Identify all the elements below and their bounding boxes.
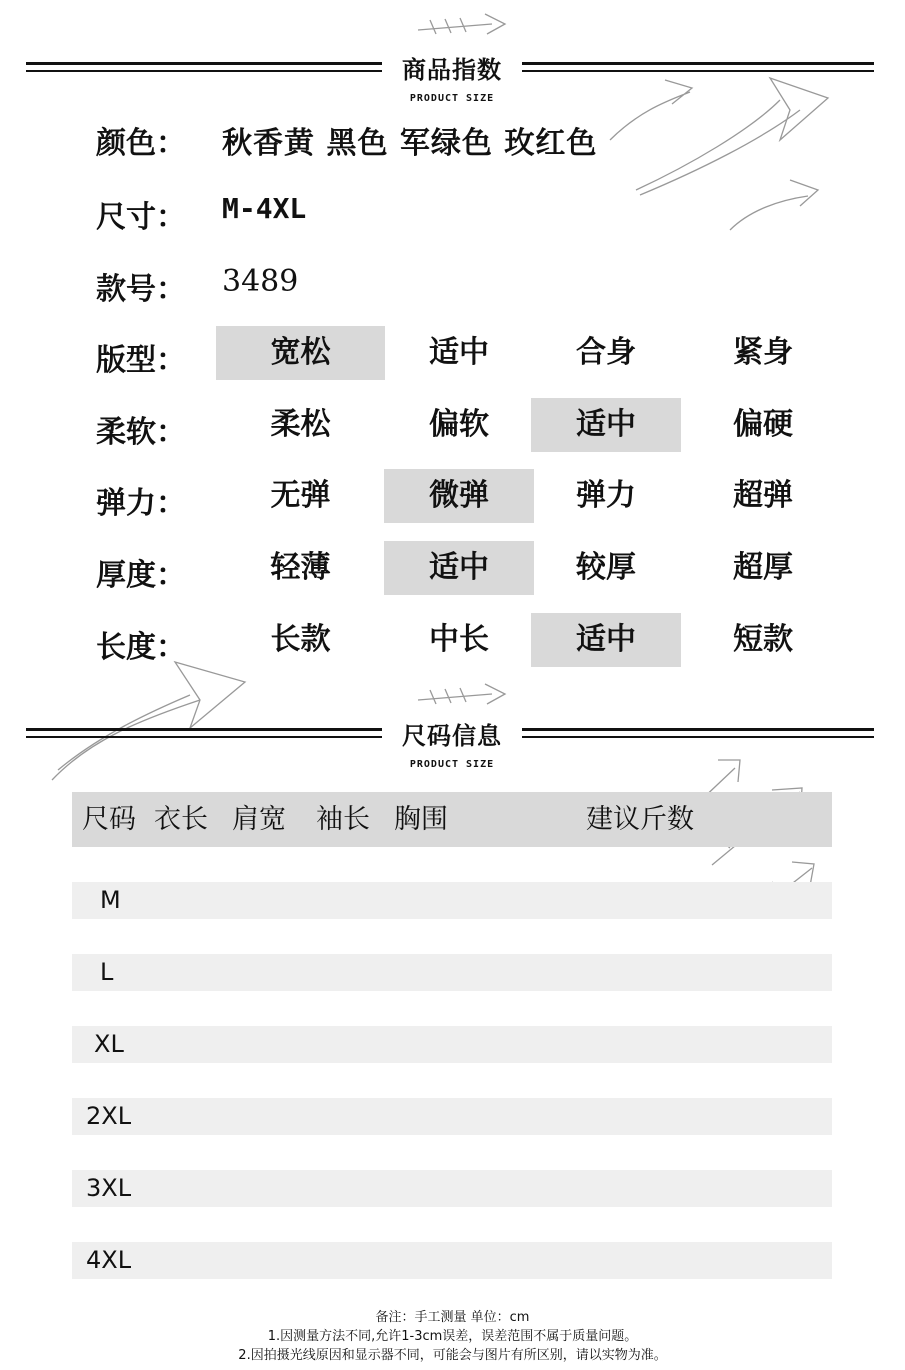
note-line: 备注：手工测量 单位：cm	[375, 1310, 530, 1325]
attribute-option: 超厚	[733, 550, 793, 585]
size-cell: 4XL	[86, 1246, 132, 1274]
size-label: 尺寸：	[96, 200, 186, 235]
note-line: 2.因拍摄光线原因和显示器不同，可能会与图片有所区别，请以实物为准。	[238, 1348, 667, 1363]
table-row	[72, 1170, 832, 1207]
size-cell: XL	[94, 1030, 124, 1058]
header-shoulder: 肩宽	[232, 804, 286, 835]
table-row	[72, 882, 832, 919]
attribute-label: 长度：	[96, 630, 186, 665]
section-subtitle: PRODUCT SIZE	[409, 759, 495, 770]
attribute-option: 轻薄	[270, 550, 331, 585]
attribute-option: 长款	[270, 622, 331, 657]
attribute-option-selected: 适中	[384, 541, 534, 595]
attribute-option: 较厚	[576, 550, 636, 585]
attribute-label: 厚度：	[96, 558, 186, 593]
section-title: 商品指数	[382, 50, 522, 85]
attribute-option: 偏硬	[733, 407, 793, 442]
section-title: 尺码信息	[382, 716, 522, 751]
size-table-header	[72, 792, 832, 847]
attribute-option-selected: 宽松	[216, 326, 385, 380]
note-line: 1.因测量方法不同,允许1-3cm误差，误差范围不属于质量问题。	[267, 1329, 638, 1344]
attribute-option-selected: 适中	[531, 398, 681, 452]
attribute-option: 紧身	[733, 335, 793, 370]
size-cell: 2XL	[86, 1102, 132, 1130]
table-row	[72, 1242, 832, 1279]
size-value: M-4XL	[222, 192, 307, 225]
header-weight: 建议斤数	[586, 804, 694, 835]
attribute-option: 偏软	[429, 407, 489, 442]
attribute-option: 柔松	[270, 407, 331, 442]
table-row	[72, 954, 832, 991]
attribute-option: 适中	[429, 335, 489, 370]
attribute-option-selected: 适中	[531, 613, 681, 667]
style-number-value: 3489	[222, 264, 299, 299]
header-sleeve: 袖长	[316, 804, 370, 835]
header-size: 尺码	[82, 804, 136, 835]
color-label: 颜色：	[96, 126, 186, 161]
header-length: 衣长	[154, 804, 208, 835]
size-cell: L	[100, 958, 114, 986]
attribute-option: 超弹	[733, 478, 793, 513]
section-subtitle: PRODUCT SIZE	[409, 93, 495, 104]
attribute-option: 无弹	[270, 478, 331, 513]
attribute-option: 短款	[733, 622, 793, 657]
size-cell: 3XL	[86, 1174, 132, 1202]
attribute-label: 弹力：	[96, 486, 186, 521]
color-value: 秋香黄 黑色 军绿色 玫红色	[222, 126, 598, 161]
attribute-option: 合身	[576, 335, 636, 370]
attribute-option: 中长	[429, 622, 489, 657]
table-row	[72, 1026, 832, 1063]
header-chest: 胸围	[394, 804, 448, 835]
size-cell: M	[100, 886, 121, 914]
attribute-label: 版型：	[96, 343, 186, 378]
style-number-label: 款号：	[96, 272, 186, 307]
attribute-option: 弹力	[576, 478, 636, 513]
attribute-label: 柔软：	[96, 415, 186, 450]
attribute-option-selected: 微弹	[384, 469, 534, 523]
table-row	[72, 1098, 832, 1135]
